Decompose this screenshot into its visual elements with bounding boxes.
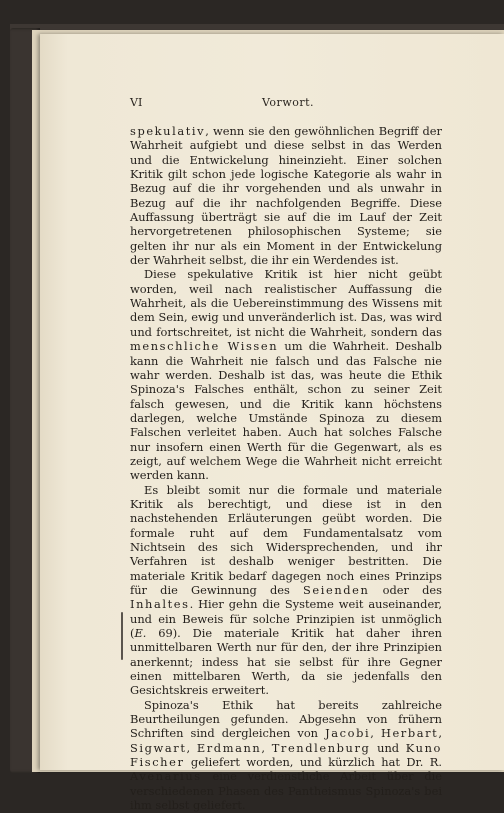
page-header	[130, 96, 440, 112]
text-run: ,	[370, 726, 381, 741]
spaced-emphasis: menschliche Wissen	[130, 339, 279, 354]
paragraph	[130, 483, 442, 698]
running-head: Vorwort.	[262, 96, 315, 109]
text-run: ,	[261, 740, 272, 755]
spaced-emphasis: Seienden	[303, 583, 370, 597]
text-run: Spinoza's Ethik hat bereits zahlreiche Beurtheilungen gefunden. Abgesehn von frühern Schriften sind dergleichen von	[130, 697, 442, 741]
text-run: 69). Die materiale Kritik hat daher ihren unmittelbaren Werth nur für den, der ihre Prinzipien anerkennt; indess hat sie selbst für ihre Gegner einen mittelbaren Werth, da sie jedenfalls den Gesichtskreis erweitert.	[130, 626, 442, 698]
margin-pencil-mark	[121, 612, 123, 660]
text-run: und	[370, 740, 406, 755]
text-run: um die Wahrheit. Deshalb kann die Wahrheit nie falsch und das Falsche nie wahr werden. Deshalb ist das, was heute die Ethik Spinoza's Falsches enthält, schon zu seiner Zeit falsch gewesen, und die Kritik kann höchstens darlegen, welche Umstände Spinoza zu diesem Falschen verleitet haben. Auch hat solches Falsche nur insofern einen Werth für die Gegenwart, als es zeigt, auf welchem Wege die Wahrheit nicht erreicht werden kann.	[130, 339, 442, 483]
spaced-emphasis: Sigwart	[130, 740, 187, 755]
paragraph	[130, 124, 442, 267]
spaced-emphasis: Herbart	[380, 726, 439, 741]
text-run: . Hier gehn die Systeme weit auseinander, und ein Beweis für solche Prinzipien ist unmöglich (	[130, 597, 442, 641]
text-run: geliefert worden, und kürzlich hat Dr. R.	[184, 755, 442, 770]
spaced-emphasis: Inhaltes	[130, 597, 190, 612]
paragraph	[130, 698, 442, 813]
text-run: Diese spekulative Kritik ist hier nicht geübt worden, weil nach realistischer Auffassung die Wahrheit, als die Uebereinstimmung des Wissens mit dem Sein, ewig und unveränderlich ist. Das, was wird und fortschreitet, ist nicht die Wahrheit, sondern das	[130, 267, 442, 339]
italic-reference: E.	[134, 626, 147, 641]
body-text	[130, 124, 442, 813]
text-run: , wenn sie den gewöhnlichen Begriff der Wahrheit aufgiebt und diese selbst in das Werden und die Entwickelung hineinzieht. Einer solchen Kritik gilt schon jede logische Kategorie als wahr in Bezug auf die ihr vorgehenden und als unwahr in Bezug auf die ihr nachfolgenden Begriffe. Diese Auffassung überträgt sie auf die im Lauf der Zeit hervorgetretenen philosophischen Systeme; sie gelten ihr nur als ein Moment in der Entwickelung der Wahrheit selbst, die ihr ein Werdendes ist.	[130, 124, 442, 268]
spaced-emphasis: spekulativ	[130, 124, 206, 138]
spaced-emphasis: Kuno Fischer	[130, 740, 442, 770]
page-number: VI	[130, 96, 143, 109]
text-run: ,	[438, 726, 442, 741]
text-run: eine verdienstliche Arbeit über die verschiedenen Phasen des Pantheismus Spinoza's bei ihm selbst geliefert.	[130, 769, 442, 813]
spaced-emphasis: Jacobi	[325, 726, 371, 741]
text-run: Es bleibt somit nur die formale und materiale Kritik als berechtigt, und diese ist in den nachstehenden Erläuterungen geübt worden. Die formale ruht auf dem Fundamentalsatz vom Nichtsein des sich Widersprechenden, und ihr Verfahren ist deshalb weniger bestritten. Die materiale Kritik bedarf dagegen noch eines Prinzips für die Gewinnung des	[130, 482, 442, 597]
spaced-emphasis: Erdmann	[196, 740, 262, 755]
spaced-emphasis: Trendlenburg	[271, 740, 371, 755]
paragraph	[130, 267, 442, 482]
spaced-emphasis: Avenarius	[130, 769, 202, 784]
text-run: oder des	[369, 583, 442, 597]
text-run: ,	[186, 740, 197, 755]
